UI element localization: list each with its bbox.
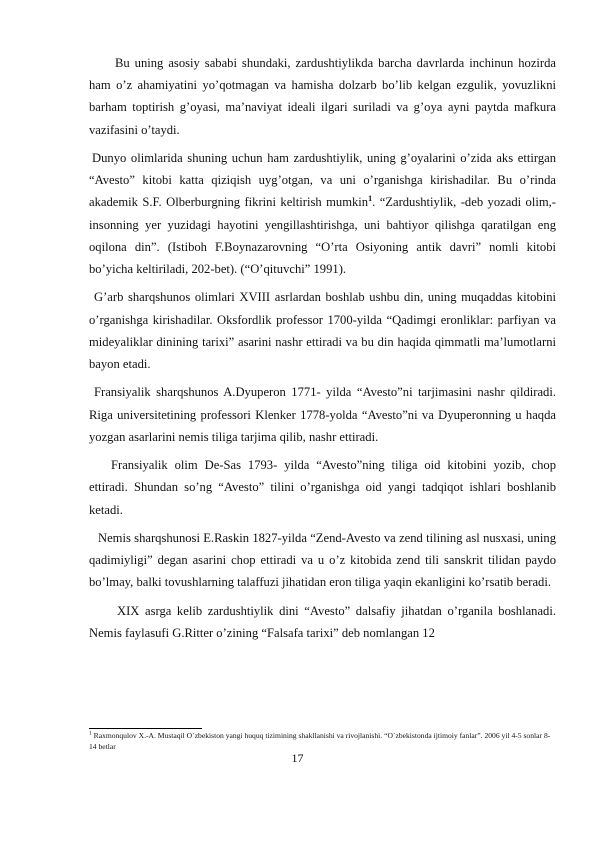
footnote-divider	[89, 728, 202, 729]
paragraph-6: Nemis sharqshunosi E.Raskin 1827-yilda “Zend-Avesto va zend tilining asl nusxasi, uning qadimiyligi” degan asarini chop ettiradi va u o’z kitobida zend tili sanskrit tilidan paydo bo’lmay, balki tovushlarning talaffuzi jihatidan eron tiliga yaqin ekanligini ko’rsatib beradi.	[89, 531, 556, 590]
paragraph-5: Fransiyalik olim De-Sas 1793- yilda “Avesto”ning tiliga oid kitobini yozib, chop ettiradi. Shundan so’ng “Avesto” tilini o’rganishga oid yangi tadqiqot ishlari boshlanib ketadi.	[89, 458, 556, 517]
footnote-reference[interactable]: 1	[368, 194, 373, 204]
paragraph-1: Bu uning asosiy sababi shundaki, zardushtiylikda barcha davrlarda inchinun hozirda ham o’z ahamiyatini yo’qotmagan va hamisha dolzarb bo’lib kelgan ezgulik, yovuzlikni barham toptirish g’oyasi, ma’naviyat ideali ilgari suriladi va g’oya ayni paytda mafkura vazifasini o’taydi.	[89, 56, 556, 137]
footnote	[89, 730, 556, 752]
paragraph-2	[89, 147, 556, 280]
paragraph-4: Fransiyalik sharqshunos A.Dyuperon 1771- yilda “Avesto”ni tarjimasini nashr qildiradi. Riga universitetining professori Klenker 1778-yolda “Avesto”ni va Dyuperonning u haqda yozgan asarlarini nemis tiliga tarjima qilib, nashr ettiradi.	[89, 385, 556, 444]
paragraph-2-text: Dunyo olimlarida shuning uchun ham zardushtiylik, uning g’oyalarini o’zida aks ettirgan “Avesto” kitobi katta qiziqish uyg’otgan, va uni o’rganishga kirishadilar. Bu o’rinda akademik S.F. Olberburgning fikrini keltirish mumkin	[89, 151, 556, 210]
page-number: 17	[291, 751, 304, 765]
paragraph-3: G’arb sharqshunos olimlari XVIII asrlardan boshlab ushbu din, uning muqaddas kitobini o’rganishga kirishadilar. Oksfordlik professor 1700-yilda “Qadimgi eronliklar: parfiyan va mideyaliklar dinining tarixi” asarini nashr ettiradi va bu din haqida qimmatli ma’lumotlarni bayon etadi.	[89, 290, 556, 372]
paragraph-7: XIX asrga kelib zardushtiylik dini “Avesto” dalsafiy jihatdan o’rganila boshlanadi. Nemis faylasufi G.Ritter o’zining “Falsafa tarixi” deb nomlangan 12	[89, 603, 556, 640]
document-body	[89, 52, 556, 650]
footnote-text: Raxmonqulov X.-A. Mustaqil O`zbekiston yangi huquq tizimining shakllanishi va rivojlanishi. “O`zbekistonda ijtimoiy fanlar”. 2006 yil 4-5 sonlar 8-14 betlar	[89, 731, 551, 751]
footnote-marker: 1	[89, 730, 92, 737]
paragraph-2-continuation: . “Zardushtiylik, -deb yozadi olim,-insonning yer yuzidagi hayotini yengillashtirishga, uni bahtiyor qilishga qaratilgan eng oqilona din”. (Istiboh F.Boynazarovning “O’rta Osiyoning antik davri” nomli kitobi bo’yicha keltiriladi, 202-bet). (“O’qituvchi” 1991).	[89, 195, 556, 277]
